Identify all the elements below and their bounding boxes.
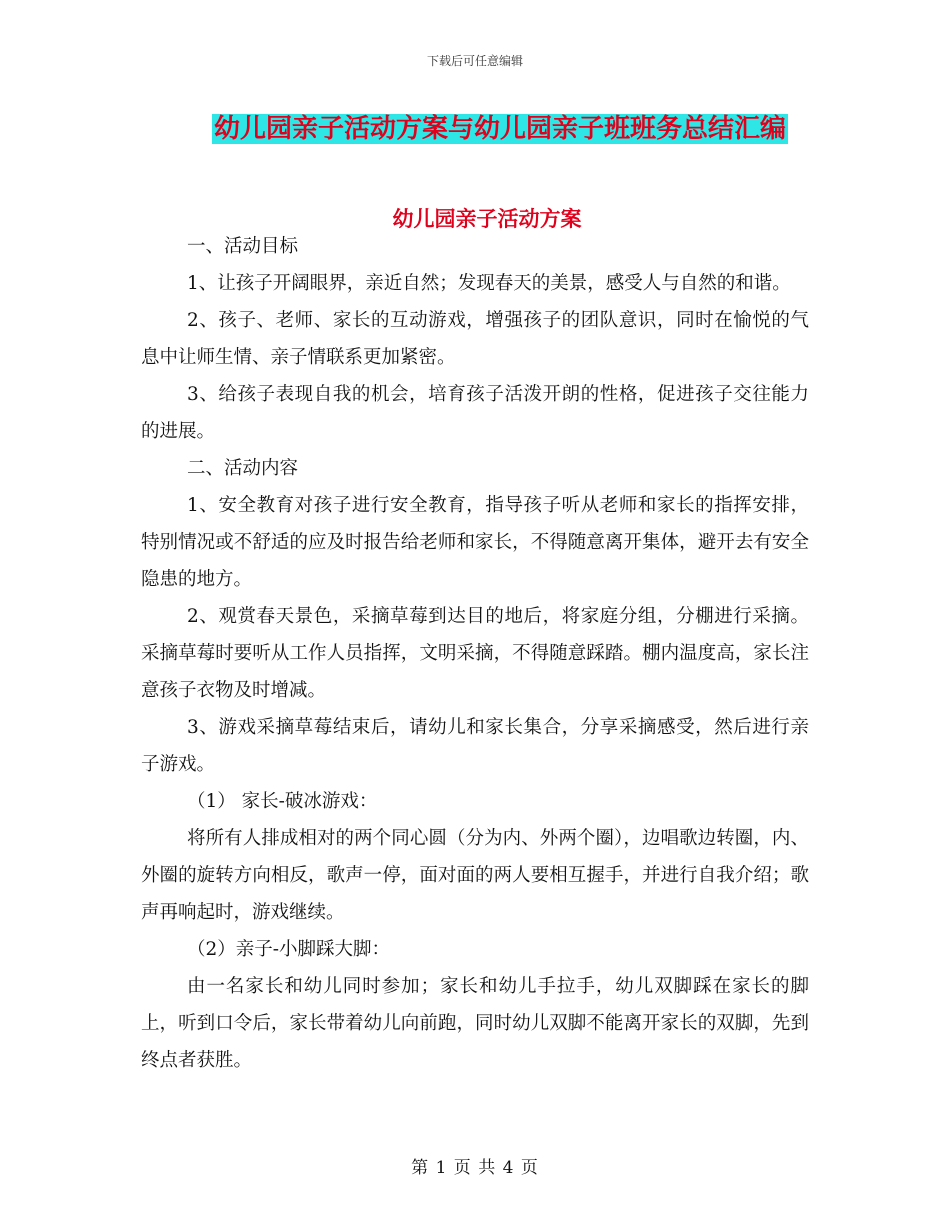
paragraph: 2、孩子、老师、家长的互动游戏，增强孩子的团队意识，同时在愉悦的气息中让师生情、亲子情联系更加紧密。 xyxy=(141,310,809,368)
game-heading-2: （2）亲子-小脚踩大脚： xyxy=(187,939,391,960)
main-title-text: 幼儿园亲子活动方案与幼儿园亲子班班务总结汇编 xyxy=(213,114,786,144)
page-number: 第 1 页 共 4 页 xyxy=(411,1158,539,1178)
paragraph: 3、游戏采摘草莓结束后，请幼儿和家长集合，分享采摘感受，然后进行亲子游戏。 xyxy=(141,717,809,775)
section-title: 幼儿园亲子活动方案 xyxy=(392,207,582,231)
paragraph: 1、安全教育对孩子进行安全教育，指导孩子听从老师和家长的指挥安排，特别情况或不舒适的应及时报告给老师和家长，不得随意离开集体，避开去有安全隐患的地方。 xyxy=(141,495,809,590)
paragraph: 3、给孩子表现自我的机会，培育孩子活泼开朗的性格，促进孩子交往能力的进展。 xyxy=(141,384,809,442)
heading-content: 二、活动内容 xyxy=(187,458,299,479)
paragraph: 1、让孩子开阔眼界，亲近自然；发现春天的美景，感受人与自然的和谐。 xyxy=(187,273,791,294)
paragraph: 2、观赏春天景色，采摘草莓到达目的地后，将家庭分组，分棚进行采摘。采摘草莓时要听从工作人员指挥，文明采摘，不得随意踩踏。棚内温度高，家长注意孩子衣物及时增减。 xyxy=(141,606,809,701)
document-main-title xyxy=(0,112,950,146)
paragraph: 由一名家长和幼儿同时参加；家长和幼儿手拉手，幼儿双脚踩在家长的脚上，听到口令后，家长带着幼儿向前跑，同时幼儿双脚不能离开家长的双脚，先到终点者获胜。 xyxy=(141,976,809,1071)
document-body xyxy=(141,228,809,1079)
game-heading-1: （1） 家长-破冰游戏： xyxy=(187,791,378,812)
heading-goals: 一、活动目标 xyxy=(187,236,299,257)
paragraph: 将所有人排成相对的两个同心圆（分为内、外两个圈），边唱歌边转圈，内、外圈的旋转方向相反，歌声一停，面对面的两人要相互握手，并进行自我介绍；歌声再响起时，游戏继续。 xyxy=(141,828,809,923)
header-note: 下载后可任意编辑 xyxy=(426,54,523,68)
